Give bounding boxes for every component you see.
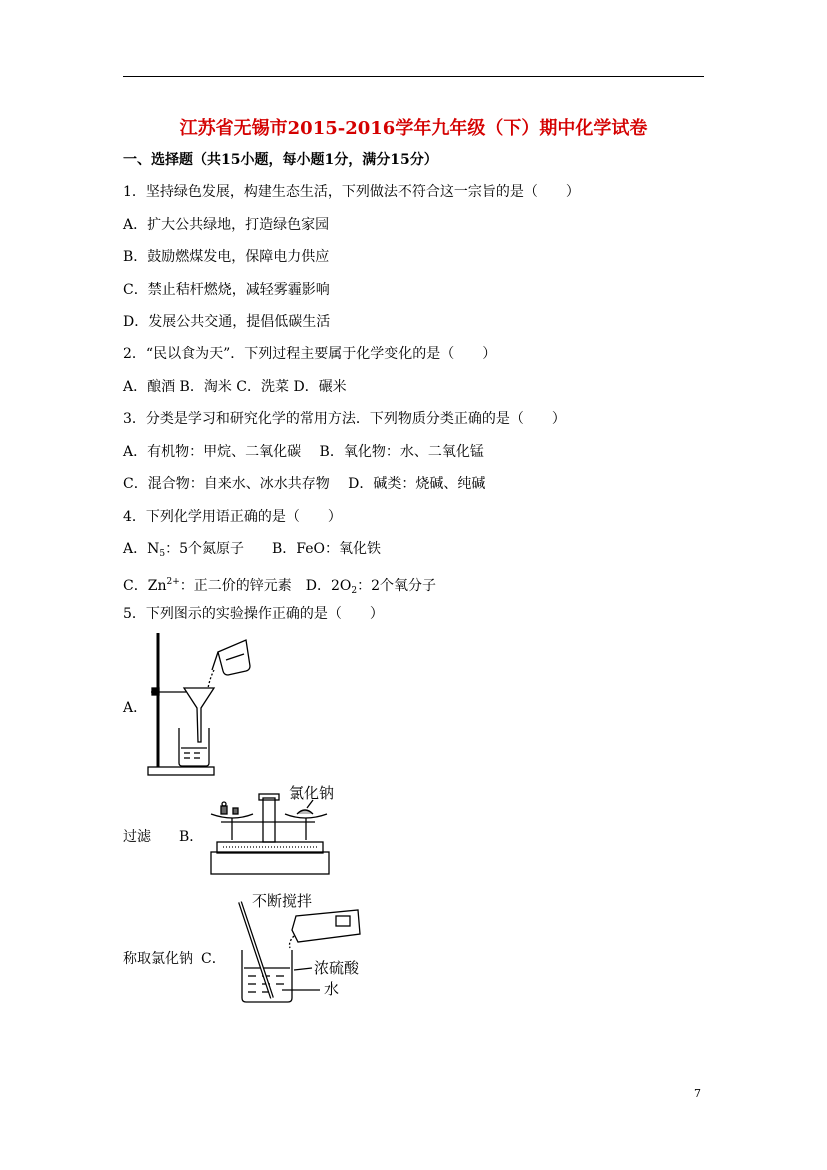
q4-c-middle: ：正二价的锌元素 D．2O xyxy=(179,578,352,594)
section-heading: 一、选择题（共15小题，每小题1分，满分15分） xyxy=(123,152,438,168)
fig-c-water-label: 水 xyxy=(324,981,340,998)
q5-stem: 5．下列图示的实验操作正确的是（ ） xyxy=(123,606,384,622)
q1-option-a: A．扩大公共绿地，打造绿色家园 xyxy=(123,217,330,233)
q3-stem: 3．分类是学习和研究化学的常用方法．下列物质分类正确的是（ ） xyxy=(123,411,566,427)
q2-options: A．酿酒 B．淘米 C．洗菜 D．碾米 xyxy=(123,379,347,395)
q1-stem: 1．坚持绿色发展，构建生态生活，下列做法不符合这一宗旨的是（ ） xyxy=(123,184,580,200)
filtration-apparatus-figure xyxy=(146,630,252,778)
fig-c-acid-label: 浓硫酸 xyxy=(314,960,360,977)
q4-d-subscript: 2 xyxy=(351,586,358,596)
q5-b-caption: 称取氯化钠 xyxy=(123,951,193,967)
q5-option-a-caption-and-b-label xyxy=(123,828,203,846)
q5-b-caption-and-c-label xyxy=(123,950,226,968)
q2-stem: 2．“民以食为天”．下列过程主要属于化学变化的是（ ） xyxy=(123,346,497,362)
q4-c-suffix: ：2个氧分子 xyxy=(357,578,437,594)
q4-a-subscript: 5 xyxy=(159,549,166,559)
q1-option-d: D．发展公共交通，提倡低碳生活 xyxy=(123,314,331,330)
header-rule xyxy=(123,76,704,77)
fig-b-label: 氯化钠 xyxy=(289,785,335,802)
q3-options-cd: C．混合物：自来水、冰水共存物 D．碱类：烧碱、纯碱 xyxy=(123,476,486,492)
q4-a-suffix: ：5个氮原子 B．FeO：氧化铁 xyxy=(165,541,382,557)
q4-options-cd xyxy=(123,573,436,600)
q4-options-ab xyxy=(123,540,381,563)
q4-c-prefix: C．Zn xyxy=(123,578,167,594)
dilution-figure xyxy=(232,890,364,1005)
q5-a-caption: 过滤 xyxy=(123,829,151,845)
q4-stem: 4．下列化学用语正确的是（ ） xyxy=(123,509,342,525)
q3-options-ab: A．有机物：甲烷、二氧化碳 B．氧化物：水、二氧化锰 xyxy=(123,444,484,460)
q1-option-b: B．鼓励燃煤发电，保障电力供应 xyxy=(123,249,330,265)
page-number: 7 xyxy=(694,1087,701,1100)
q5-option-a-label: A． xyxy=(123,700,148,716)
q4-c-superscript: 2+ xyxy=(166,577,180,587)
balance-figure xyxy=(203,780,335,877)
q4-a-prefix: A．N xyxy=(123,541,160,557)
q5-option-b-label: B． xyxy=(179,829,204,845)
exam-title: 江苏省无锡市2015-2016学年九年级（下）期中化学试卷 xyxy=(179,118,648,139)
fig-c-stir-label: 不断搅拌 xyxy=(252,893,313,910)
q5-option-c-label: C． xyxy=(201,951,226,967)
q1-option-c: C．禁止秸杆燃烧，减轻雾霾影响 xyxy=(123,282,330,298)
